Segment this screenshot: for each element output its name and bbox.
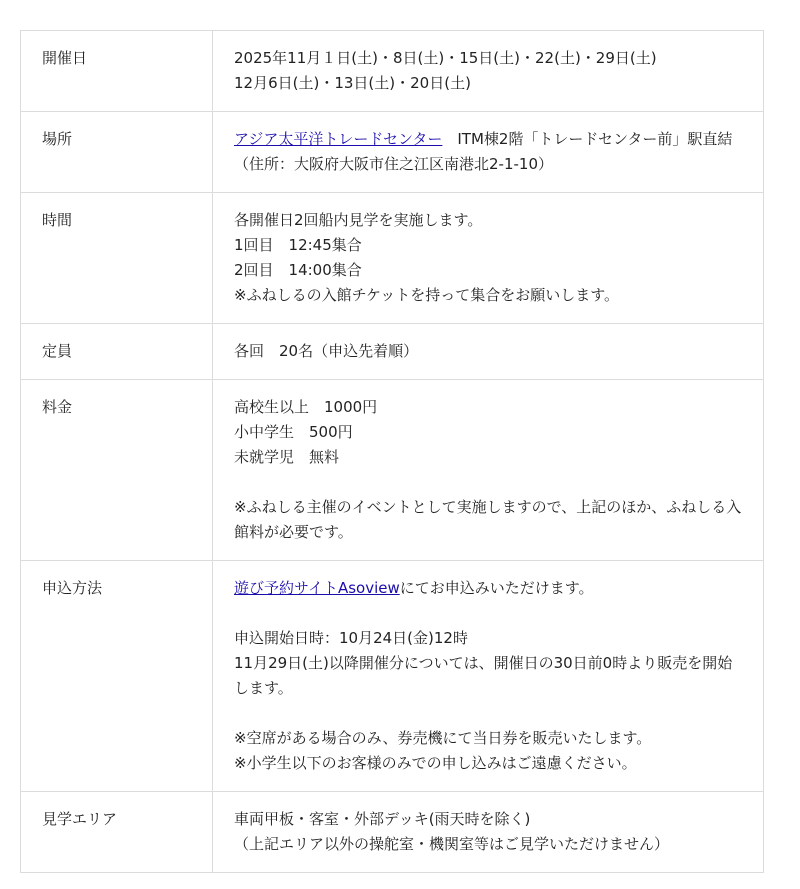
row-tour-area [21,792,764,873]
event-info-table [20,30,764,873]
fee-line-5: ※ふねしる主催のイベントとして実施しますので、上記のほか、ふねしる入館料が必要です。 [234,498,742,541]
application-line-4: 11月29日(土)以降開催分については、開催日の30日前0時より販売を開始します。 [234,654,733,697]
dates-line-1: 2025年11月１日(土)・8日(土)・15日(土)・22(土)・29日(土) [234,49,657,67]
fee-line-1: 高校生以上 1000円 [234,398,378,416]
value-time [213,193,764,324]
label-time: 時間 [21,193,213,324]
row-capacity [21,324,764,380]
value-capacity [213,324,764,380]
fee-line-2: 小中学生 500円 [234,423,353,441]
application-line-6: ※空席がある場合のみ、券売機にて当日券を販売いたします。 [234,729,652,747]
time-line-1: 各開催日2回船内見学を実施します。 [234,211,483,229]
value-application [213,561,764,792]
application-line-1 [234,576,743,601]
row-dates [21,31,764,112]
application-spacer-1 [234,601,743,626]
label-dates: 開催日 [21,31,213,112]
time-line-4: ※ふねしるの入館チケットを持って集合をお願いします。 [234,286,620,304]
application-line-7: ※小学生以下のお客様のみでの申し込みはご遠慮ください。 [234,754,637,772]
time-line-3: 2回目 14:00集合 [234,261,362,279]
venue-link[interactable]: アジア太平洋トレードセンター [234,130,443,148]
row-application [21,561,764,792]
value-tour-area [213,792,764,873]
tour-area-line-2: （上記エリア以外の操舵室・機関室等はご見学いただけません） [234,835,670,853]
value-dates [213,31,764,112]
row-fee [21,380,764,561]
application-line-3: 申込開始日時：10月24日(金)12時 [234,629,468,647]
dates-line-2: 12月6日(土)・13日(土)・20日(土) [234,74,471,92]
value-fee [213,380,764,561]
venue-address-text: ITM棟2階「トレードセンター前」駅直結（住所：大阪府大阪市住之江区南港北2-1-10） [234,130,733,173]
row-location [21,112,764,193]
application-spacer-2 [234,701,743,726]
asoview-link[interactable]: 遊び予約サイトAsoview [234,579,400,597]
label-fee: 料金 [21,380,213,561]
tour-area-line-1: 車両甲板・客室・外部デッキ(雨天時を除く) [234,810,531,828]
label-capacity: 定員 [21,324,213,380]
fee-line-3: 未就学児 無料 [234,448,340,466]
capacity-line-1: 各回 20名（申込先着順） [234,342,419,360]
application-link-suffix: にてお申込みいただけます。 [399,579,594,597]
value-location [213,112,764,193]
row-time [21,193,764,324]
fee-spacer [234,470,743,495]
label-location: 場所 [21,112,213,193]
label-tour-area: 見学エリア [21,792,213,873]
label-application: 申込方法 [21,561,213,792]
time-line-2: 1回目 12:45集合 [234,236,362,254]
